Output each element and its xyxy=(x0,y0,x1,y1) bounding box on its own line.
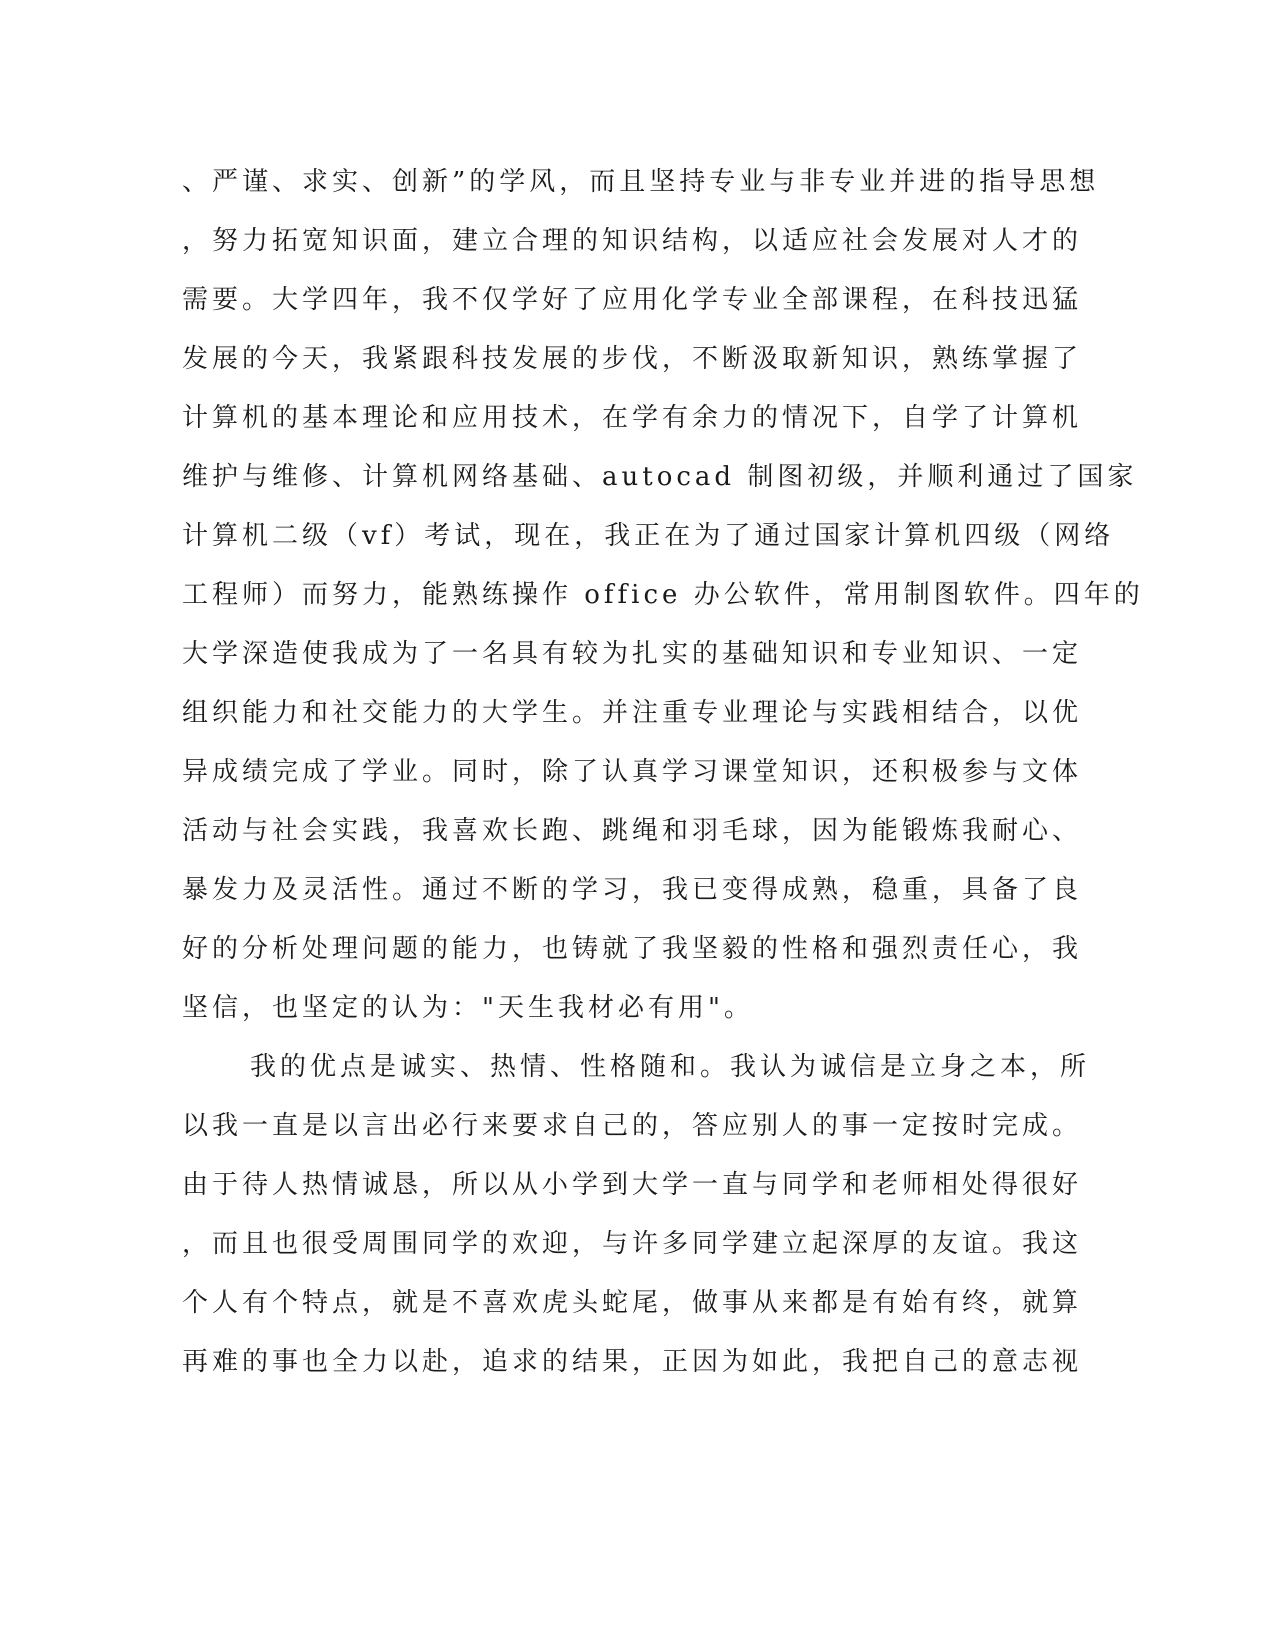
text-line: 由于待人热情诚恳，所以从小学到大学一直与同学和老师相处得很好 xyxy=(182,1170,1083,1200)
text-line: 计算机二级（vf）考试，现在，我正在为了通过国家计算机四级（网络 xyxy=(182,521,1115,551)
text-line: 维护与维修、计算机网络基础、autocad 制图初级，并顺利通过了国家 xyxy=(182,462,1138,492)
text-line: 计算机的基本理论和应用技术，在学有余力的情况下，自学了计算机 xyxy=(182,403,1083,433)
text-line: ，而且也很受周围同学的欢迎，与许多同学建立起深厚的友谊。我这 xyxy=(182,1229,1083,1259)
text-line: 个人有个特点，就是不喜欢虎头蛇尾，做事从来都是有始有终，就算 xyxy=(182,1288,1083,1318)
text-line: 需要。大学四年，我不仅学好了应用化学专业全部课程，在科技迅猛 xyxy=(182,285,1083,315)
text-line: 暴发力及灵活性。通过不断的学习，我已变得成熟，稳重，具备了良 xyxy=(182,875,1083,905)
text-line: ，努力拓宽知识面，建立合理的知识结构，以适应社会发展对人才的 xyxy=(182,226,1083,256)
body-text xyxy=(182,160,1144,1399)
text-line: 发展的今天，我紧跟科技发展的步伐，不断汲取新知识，熟练掌握了 xyxy=(182,344,1083,374)
text-line: 以我一直是以言出必行来要求自己的，答应别人的事一定按时完成。 xyxy=(182,1111,1083,1141)
text-line: 再难的事也全力以赴，追求的结果，正因为如此，我把自己的意志视 xyxy=(182,1347,1083,1377)
text-line: 工程师）而努力，能熟练操作 office 办公软件，常用制图软件。四年的 xyxy=(182,580,1144,610)
text-line: 坚信，也坚定的认为："天生我材必有用"。 xyxy=(182,993,754,1023)
text-line: 活动与社会实践，我喜欢长跑、跳绳和羽毛球，因为能锻炼我耐心、 xyxy=(182,816,1083,846)
text-line: 好的分析处理问题的能力，也铸就了我坚毅的性格和强烈责任心，我 xyxy=(182,934,1083,964)
text-line: 、严谨、求实、创新”的学风，而且坚持专业与非专业并进的指导思想 xyxy=(182,167,1100,197)
text-line: 大学深造使我成为了一名具有较为扎实的基础知识和专业知识、一定 xyxy=(182,639,1083,669)
text-line: 异成绩完成了学业。同时，除了认真学习课堂知识，还积极参与文体 xyxy=(182,757,1083,787)
text-line: 组织能力和社交能力的大学生。并注重专业理论与实践相结合，以优 xyxy=(182,698,1083,728)
paragraph-start-line: 我的优点是诚实、热情、性格随和。我认为诚信是立身之本，所 xyxy=(250,1052,1091,1082)
